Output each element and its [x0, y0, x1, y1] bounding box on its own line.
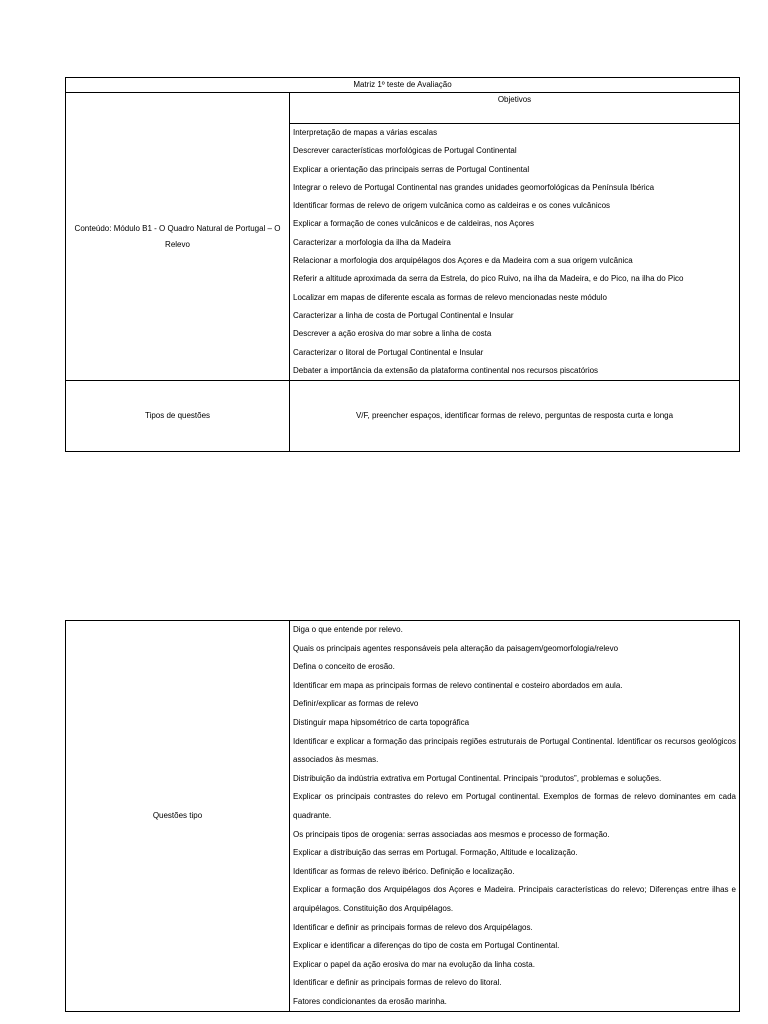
question-item: Distribuição da indústria extrativa em Portugal Continental. Principais “produtos”, problemas e soluções. — [293, 773, 662, 783]
question-item: Identificar as formas de relevo ibérico. Definição e localização. — [293, 866, 515, 876]
content-label: Conteúdo: Módulo B1 - O Quadro Natural de Portugal – O Relevo — [66, 93, 290, 381]
question-item: Defina o conceito de erosão. — [293, 662, 395, 672]
question-item: Definir/explicar as formas de relevo — [293, 699, 419, 709]
objective-item: Interpretação de mapas a várias escalas — [293, 128, 438, 137]
question-item: Fatores condicionantes da erosão marinha. — [293, 996, 447, 1006]
objectives-header: Objetivos — [290, 93, 740, 124]
question-item: Identificar e explicar a formação das principais regiões estruturais de Portugal Continental. Identificar os recursos geológicos associados às mesmas. — [293, 736, 736, 765]
question-item: Identificar em mapa as principais formas de relevo continental e costeiro abordados em aula. — [293, 680, 623, 690]
question-item: Identificar e definir as principais formas de relevo do litoral. — [293, 978, 502, 988]
matrix-title: Matriz 1º teste de Avaliação — [66, 78, 740, 93]
objective-item: Caracterizar o litoral de Portugal Continental e Insular — [293, 347, 484, 357]
objective-item: Debater a importância da extensão da plataforma continental nos recursos piscatórios — [293, 365, 599, 375]
question-item: Explicar a distribuição das serras em Portugal. Formação, Altitude e localização. — [293, 848, 578, 858]
objective-item: Caracterizar a morfologia da ilha da Madeira — [293, 237, 451, 247]
objective-item: Explicar a orientação das principais serras de Portugal Continental — [293, 164, 530, 174]
objective-item: Relacionar a morfologia dos arquipélagos dos Açores e da Madeira com a sua origem vulcânica — [293, 256, 633, 266]
objective-item: Descrever características morfológicas de Portugal Continental — [293, 146, 517, 156]
question-item: Diga o que entende por relevo. — [293, 625, 403, 634]
objective-item: Integrar o relevo de Portugal Continental nas grandes unidades geomorfológicas da Península Ibérica — [293, 182, 655, 192]
objective-item: Identificar formas de relevo de origem vulcânica como as caldeiras e os cones vulcânicos — [293, 201, 611, 211]
objectives-list — [290, 124, 740, 381]
question-item: Os principais tipos de orogenia: serras associadas aos mesmos e processo de formação. — [293, 829, 610, 839]
question-item: Distinguir mapa hipsométrico de carta topográfica — [293, 717, 470, 727]
objective-item: Descrever a ação erosiva do mar sobre a linha de costa — [293, 329, 492, 339]
objective-item: Caracterizar a linha de costa de Portugal Continental e Insular — [293, 310, 514, 320]
question-item: Explicar a formação dos Arquipélagos dos Açores e Madeira. Principais características do relevo; Diferenças entre ilhas e arquipélagos. Constituição dos Arquipélagos. — [293, 885, 736, 913]
question-item: Explicar os principais contrastes do relevo em Portugal continental. Exemplos de formas de relevo dominantes em cada quadrante. — [293, 792, 736, 820]
question-types-label: Tipos de questões — [66, 381, 290, 452]
question-item: Quais os principais agentes responsáveis pela alteração da paisagem/geomorfologia/relevo — [293, 643, 619, 653]
objective-item: Localizar em mapas de diferente escala as formas de relevo mencionadas neste módulo — [293, 292, 607, 302]
assessment-matrix-table — [65, 77, 740, 452]
sample-questions-list — [290, 621, 740, 1012]
question-item: Identificar e definir as principais formas de relevo dos Arquipélagos. — [293, 922, 533, 932]
objective-item: Referir a altitude aproximada da serra da Estrela, do pico Ruivo, na ilha da Madeira, e do Pico, na ilha do Pico — [293, 274, 684, 284]
question-types-value: V/F, preencher espaços, identificar formas de relevo, perguntas de resposta curta e longa — [290, 381, 740, 452]
sample-questions-label: Questões tipo — [66, 621, 290, 1012]
question-item: Explicar e identificar a diferenças do tipo de costa em Portugal Continental. — [293, 941, 560, 951]
sample-questions-table — [65, 620, 740, 1012]
objective-item: Explicar a formação de cones vulcânicos e de caldeiras, nos Açores — [293, 219, 535, 229]
question-item: Explicar o papel da ação erosiva do mar na evolução da linha costa. — [293, 959, 535, 969]
